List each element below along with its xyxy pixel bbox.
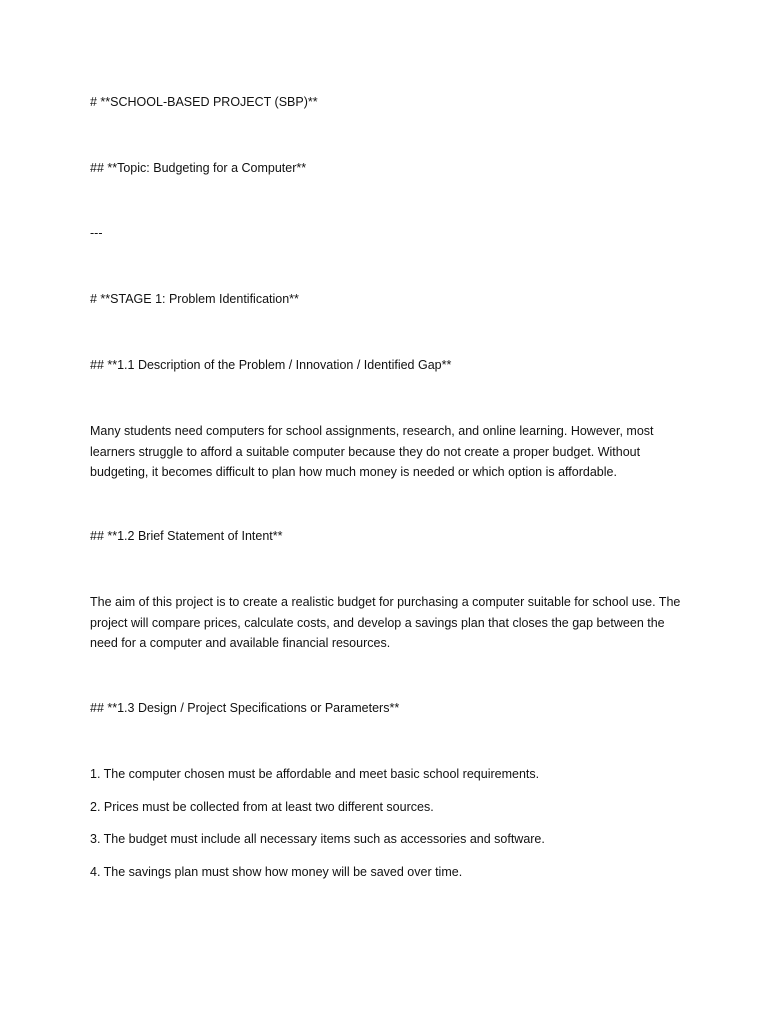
topic-heading: ## **Topic: Budgeting for a Computer**: [90, 161, 307, 175]
document-title: # **SCHOOL-BASED PROJECT (SBP)**: [90, 95, 318, 109]
section-heading-1-1: ## **1.1 Description of the Problem / Innovation / Identified Gap**: [90, 358, 452, 372]
section-body-1-2: The aim of this project is to create a realistic budget for purchasing a computer suitable for school use. The project will compare prices, calculate costs, and develop a savings plan that closes the gap between the need for a computer and available financial resources.: [90, 595, 681, 650]
section-body-1-1: Many students need computers for school assignments, research, and online learning. However, most learners struggle to afford a suitable computer because they do not create a proper budget. Without budgeting, it becomes difficult to plan how much money is needed or which option is affordable.: [90, 424, 654, 479]
section-heading-1-3: ## **1.3 Design / Project Specifications or Parameters**: [90, 701, 400, 715]
list-item: 1. The computer chosen must be affordable and meet basic school requirements.: [90, 767, 540, 781]
section-heading-1-2: ## **1.2 Brief Statement of Intent**: [90, 529, 283, 543]
list-item: 3. The budget must include all necessary items such as accessories and software.: [90, 832, 545, 846]
stage-heading: # **STAGE 1: Problem Identification**: [90, 292, 299, 306]
divider-text: ---: [90, 226, 103, 240]
list-item: 2. Prices must be collected from at least two different sources.: [90, 800, 434, 814]
list-item: 4. The savings plan must show how money will be saved over time.: [90, 865, 463, 879]
